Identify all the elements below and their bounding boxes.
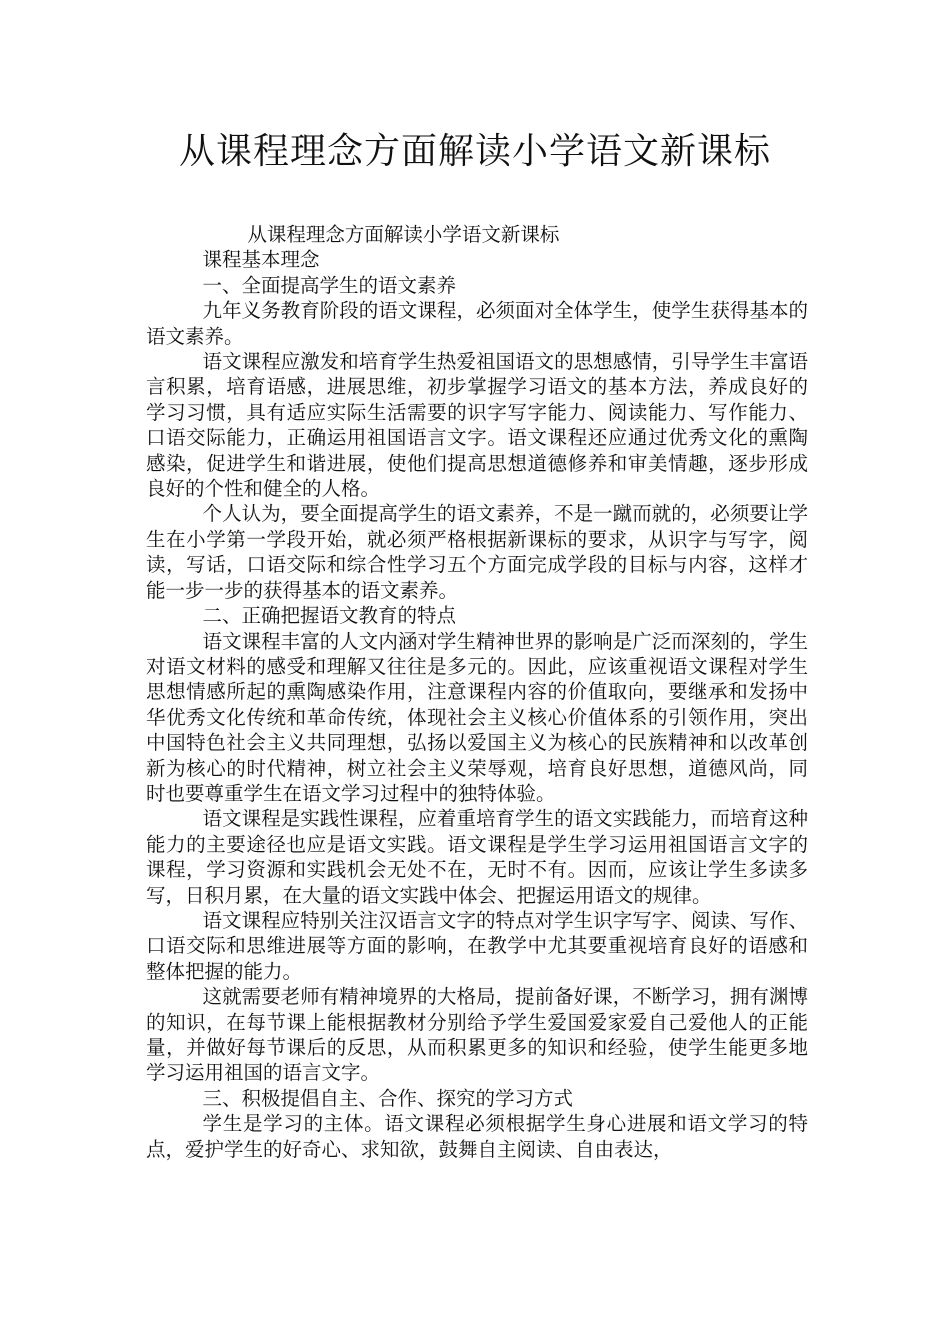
paragraph: 语文课程应激发和培育学生热爱祖国语文的思想感情，引导学生丰富语言积累，培育语感，进展思维，初步掌握学习语文的基本方法，养成良好的学习习惯，具有适应实际生活需要的识字写字能力、阅读能力、写作能力、口语交际能力，正确运用祖国语言文字。语文课程还应通过优秀文化的熏陶感染，促进学生和谐进展，使他们提高思想道德修养和审美情趣，逐步形成良好的个性和健全的人格。 xyxy=(146,350,808,501)
document-body xyxy=(146,222,808,1162)
page-title: 从课程理念方面解读小学语文新课标 xyxy=(178,131,771,172)
paragraph: 语文课程是实践性课程，应着重培育学生的语文实践能力，而培育这种能力的主要途径也应是语文实践。语文课程是学生学习运用祖国语言文字的课程，学习资源和实践机会无处不在，无时不有。因而，应该让学生多读多写，日积月累，在大量的语文实践中体会、把握运用语文的规律。 xyxy=(146,807,808,907)
section-heading-3: 三、积极提倡自主、合作、探究的学习方式 xyxy=(202,1086,574,1110)
section-heading-2: 二、正确把握语文教育的特点 xyxy=(202,604,457,628)
paragraph: 语文课程丰富的人文内涵对学生精神世界的影响是广泛而深刻的，学生对语文材料的感受和理解又往往是多元的。因此，应该重视语文课程对学生思想情感所起的熏陶感染作用，注意课程内容的价值取向，要继承和发扬中华优秀文化传统和革命传统，体现社会主义核心价值体系的引领作用，突出中国特色社会主义共同理想，弘扬以爱国主义为核心的民族精神和以改革创新为核心的时代精神，树立社会主义荣辱观，培育良好思想，道德风尚，同时也要尊重学生在语文学习过程中的独特体验。 xyxy=(146,629,808,805)
paragraph: 学生是学习的主体。语文课程必须根据学生身心进展和语文学习的特点，爱护学生的好奇心、求知欲，鼓舞自主阅读、自由表达， xyxy=(146,1112,808,1161)
paragraph: 个人认为，要全面提高学生的语文素养，不是一蹴而就的，必须要让学生在小学第一学段开始，就必须严格根据新课标的要求，从识字与写字，阅读，写话，口语交际和综合性学习五个方面完成学段的目标与内容，这样才能一步一步的获得基本的语文素养。 xyxy=(146,502,808,602)
paragraph: 语文课程应特别关注汉语言文字的特点对学生识字写字、阅读、写作、口语交际和思维进展等方面的影响，在教学中尤其要重视培育良好的语感和整体把握的能力。 xyxy=(146,908,808,983)
paragraph: 九年义务教育阶段的语文课程，必须面对全体学生，使学生获得基本的语文素养。 xyxy=(146,299,808,348)
section-heading-1: 一、全面提高学生的语文素养 xyxy=(202,273,457,297)
paragraph-heading: 课程基本理念 xyxy=(202,248,320,272)
paragraph: 这就需要老师有精神境界的大格局，提前备好课，不断学习，拥有渊博的知识，在每节课上能根据教材分别给予学生爱国爱家爱自己爱他人的正能量，并做好每节课后的反思，从而积累更多的知识和经验，使学生能更多地学习运用祖国的语言文字。 xyxy=(146,985,808,1085)
paragraph-subtitle: 从课程理念方面解读小学语文新课标 xyxy=(247,223,560,246)
